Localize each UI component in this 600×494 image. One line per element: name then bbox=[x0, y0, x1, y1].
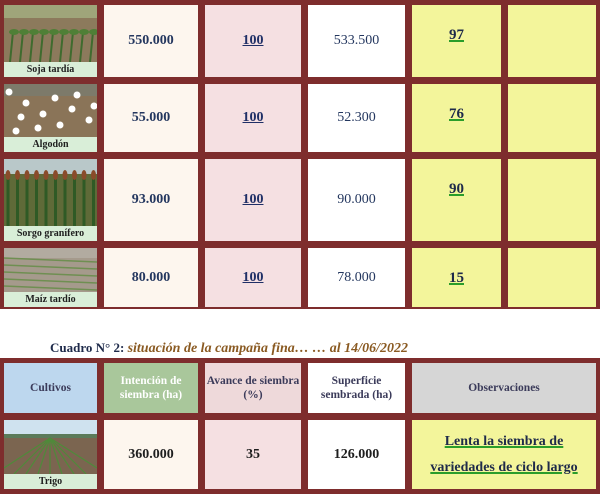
trigo-intencion-value: 360.000 bbox=[128, 446, 174, 462]
header-superficie bbox=[306, 361, 407, 415]
crop-image bbox=[4, 159, 97, 226]
crop-photo-cell bbox=[2, 157, 99, 243]
crop-label: Sorgo granífero bbox=[4, 226, 97, 241]
rinde-cell bbox=[410, 82, 503, 154]
observaciones-cell bbox=[506, 82, 598, 154]
crop-photo-cell bbox=[2, 246, 99, 309]
superficie-cell-value: 78.000 bbox=[337, 269, 376, 285]
crop-photo-cell bbox=[2, 3, 99, 79]
intencion-cell-value: 55.000 bbox=[131, 110, 171, 125]
crop-image bbox=[4, 84, 97, 137]
table-caption bbox=[50, 340, 408, 357]
trigo-observaciones-text: Lenta la siembra de variedades de ciclo largo bbox=[430, 433, 578, 475]
trigo-photo-cell bbox=[2, 418, 99, 491]
crop-image bbox=[4, 248, 97, 292]
observaciones-cell bbox=[506, 157, 598, 243]
rinde-cell-value: 90 bbox=[449, 181, 464, 197]
trigo-avance-value: 35 bbox=[246, 446, 260, 462]
intencion-cell bbox=[102, 82, 200, 154]
avance-cell bbox=[203, 157, 303, 243]
rinde-cell-value: 15 bbox=[449, 270, 464, 286]
caption-prefix: Cuadro N° 2: bbox=[50, 340, 125, 355]
trigo-avance bbox=[203, 418, 303, 491]
superficie-cell bbox=[306, 82, 407, 154]
crop-label: Maíz tardío bbox=[4, 292, 97, 307]
trigo-observaciones bbox=[410, 418, 598, 491]
trigo-superficie-value: 126.000 bbox=[333, 446, 380, 462]
header-observaciones bbox=[410, 361, 598, 415]
caption-title: situación de la campaña fina… … al 14/06/2022 bbox=[127, 341, 408, 356]
header-avance bbox=[203, 361, 303, 415]
avance-cell-value: 100 bbox=[242, 110, 264, 125]
avance-cell bbox=[203, 246, 303, 309]
crop-label: Soja tardía bbox=[4, 62, 97, 77]
observaciones-cell bbox=[506, 246, 598, 309]
rinde-cell bbox=[410, 157, 503, 243]
avance-cell bbox=[203, 3, 303, 79]
header-cultivos bbox=[2, 361, 99, 415]
header-cultivos-label: Cultivos bbox=[30, 382, 71, 394]
intencion-cell-value: 93.000 bbox=[131, 192, 171, 207]
intencion-cell-value: 80.000 bbox=[131, 269, 171, 285]
avance-cell-value: 100 bbox=[242, 269, 264, 285]
header-superficie-label: Superficie sembrada (ha) bbox=[320, 375, 393, 401]
header-intencion bbox=[102, 361, 200, 415]
rinde-cell bbox=[410, 3, 503, 79]
intencion-cell-value: 550.000 bbox=[128, 33, 174, 48]
superficie-cell-value: 90.000 bbox=[337, 192, 376, 207]
crop-label: Algodón bbox=[4, 137, 97, 152]
intencion-cell bbox=[102, 246, 200, 309]
header-observaciones-label: Observaciones bbox=[468, 382, 540, 394]
superficie-cell bbox=[306, 157, 407, 243]
crop-image bbox=[4, 5, 97, 62]
rinde-cell bbox=[410, 246, 503, 309]
superficie-cell-value: 533.500 bbox=[333, 33, 380, 48]
trigo-intencion bbox=[102, 418, 200, 491]
rinde-cell-value: 97 bbox=[449, 27, 464, 43]
avance-cell bbox=[203, 82, 303, 154]
avance-cell-value: 100 bbox=[242, 192, 264, 207]
header-avance-label: Avance de siembra (%) bbox=[206, 375, 300, 401]
intencion-cell bbox=[102, 3, 200, 79]
intencion-cell bbox=[102, 157, 200, 243]
superficie-cell bbox=[306, 3, 407, 79]
crop-label: Trigo bbox=[4, 474, 97, 489]
observaciones-cell bbox=[506, 3, 598, 79]
header-intencion-label: Intención de siembra (ha) bbox=[119, 375, 183, 401]
superficie-cell-value: 52.300 bbox=[337, 110, 376, 125]
wheat-field-image bbox=[4, 420, 97, 474]
rinde-cell-value: 76 bbox=[449, 106, 464, 122]
avance-cell-value: 100 bbox=[242, 33, 264, 48]
crop-photo-cell bbox=[2, 82, 99, 154]
trigo-superficie bbox=[306, 418, 407, 491]
superficie-cell bbox=[306, 246, 407, 309]
